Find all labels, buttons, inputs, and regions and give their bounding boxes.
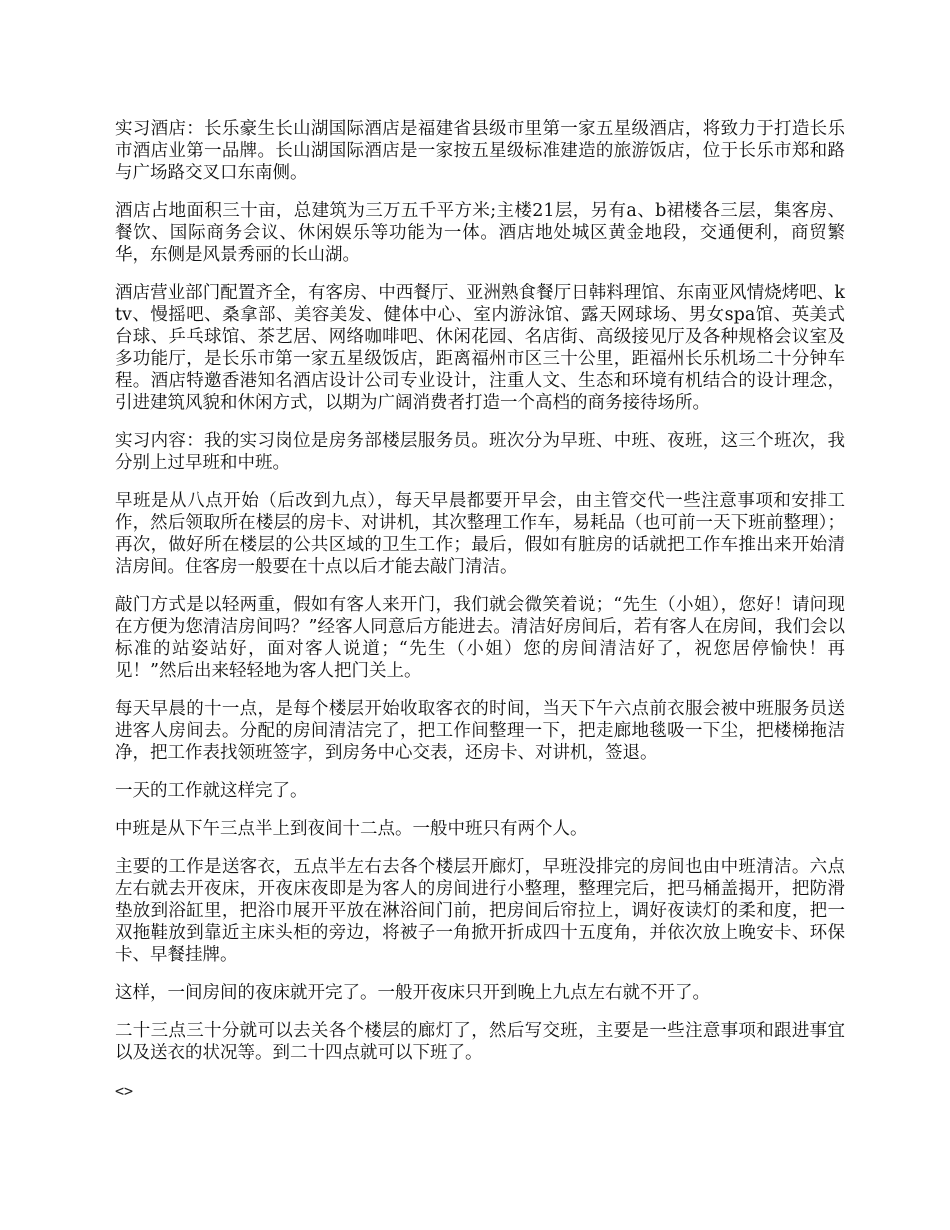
paragraph-hotel-facilities: 酒店营业部门配置齐全，有客房、中西餐厅、亚洲熟食餐厅日韩料理馆、东南亚风情烧烤吧、ktv、慢摇吧、桑拿部、美容美发、健体中心、室内游泳馆、露天网球场、男女spa馆、英美式台球、乒乓球馆、茶艺居、网络咖啡吧、休闲花园、名店街、高级接见厅及各种规格会议室及多功能厅，是长乐市第一家五星级饭店，距离福州市区三十公里，距福州长乐机场二十分钟车程。酒店特邀香港知名酒店设计公司专业设计，注重人文、生态和环境有机结合的设计理念，引进建筑风貌和休闲方式，以期为广阔消费者打造一个高档的商务接待场所。 xyxy=(115,283,845,413)
tail-mark: <> xyxy=(115,1082,134,1100)
paragraph-knocking: 敲门方式是以轻两重，假如有客人来开门，我们就会微笑着说；“先生（小姐），您好！请问现在方便为您清洁房间吗？”经客人同意后方能进去。清洁好房间后，若有客人在房间，我们会以标准的站姿站好，面对客人说道；“先生（小姐）您的房间清洁好了，祝您居停愉快！再见！”然后出来轻轻地为客人把门关上。 xyxy=(115,595,845,681)
paragraph-middle-shift: 中班是从下午三点半上到夜间十二点。一般中班只有两个人。 xyxy=(115,819,588,839)
paragraph-hotel-intro: 实习酒店：长乐豪生长山湖国际酒店是福建省县级市里第一家五星级酒店，将致力于打造长乐市酒店业第一品牌。长山湖国际酒店是一家按五星级标准建造的旅游饭店，位于长乐市郑和路与广场路交叉口东南侧。 xyxy=(115,119,845,183)
paragraph-hotel-area: 酒店占地面积三十亩，总建筑为三万五千平方米;主楼21层，另有a、b裙楼各三层，集客房、餐饮、国际商务会议、休闲娱乐等功能为一体。酒店地处城区黄金地段，交通便利，商贸繁华，东侧是风景秀丽的长山湖。 xyxy=(115,201,845,265)
paragraph-shift-end: 二十三点三十分就可以去关各个楼层的廊灯了，然后写交班，主要是一些注意事项和跟进事宜以及送衣的状况等。到二十四点就可以下班了。 xyxy=(115,1021,845,1063)
paragraph-turndown: 主要的工作是送客衣，五点半左右去各个楼层开廊灯，早班没排完的房间也由中班清洁。六点左右就去开夜床，开夜床夜即是为客人的房间进行小整理，整理完后，把马桶盖揭开，把防滑垫放到浴缸里，把浴巾展开平放在淋浴间门前，把房间后帘拉上，调好夜读灯的柔和度，把一双拖鞋放到靠近主床头柜的旁边，将被子一角掀开折成四十五度角，并依次放上晚安卡、环保卡、早餐挂牌。 xyxy=(115,857,845,965)
paragraph-day-done: 一天的工作就这样完了。 xyxy=(115,781,308,801)
paragraph-laundry: 每天早晨的十一点，是每个楼层开始收取客衣的时间，当天下午六点前衣服会被中班服务员送进客人房间去。分配的房间清洁完了，把工作间整理一下，把走廊地毯吸一下尘，把楼梯拖洁净，把工作表找领班签字，到房务中心交表，还房卡、对讲机，签退。 xyxy=(115,699,845,763)
paragraph-internship-content: 实习内容：我的实习岗位是房务部楼层服务员。班次分为早班、中班、夜班，这三个班次，我分别上过早班和中班。 xyxy=(115,431,845,473)
paragraph-morning-shift: 早班是从八点开始（后改到九点），每天早晨都要开早会，由主管交代一些注意事项和安排工作，然后领取所在楼层的房卡、对讲机，其次整理工作车，易耗品（也可前一天下班前整理）；再次，做好所在楼层的公共区域的卫生工作；最后，假如有脏房的话就把工作车推出来开始清洁房间。住客房一般要在十点以后才能去敲门清洁。 xyxy=(115,491,845,577)
paragraph-turndown-done: 这样，一间房间的夜床就开完了。一般开夜床只开到晚上九点左右就不开了。 xyxy=(115,983,710,1003)
document-body xyxy=(115,118,845,1102)
